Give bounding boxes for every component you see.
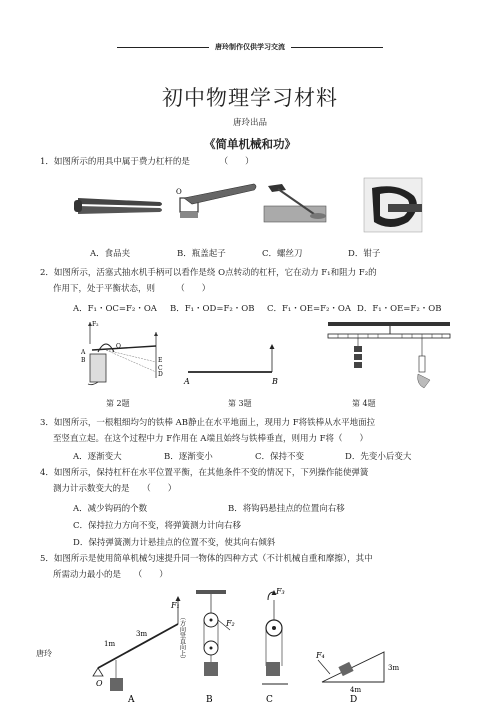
header-rule-right [291,47,383,48]
q2-option-b: B．F₁・OD=F₂・OB [170,304,255,314]
q5-a-3m-label: 3m [136,630,148,638]
q3-stem-line2: 至竖直立起。在这个过程中力 F作用在 A端且始终与铁棒垂直，则用力 F将（ ） [53,434,369,444]
q2-option-d: D．F₁・OE=F₂・OB [357,304,442,314]
pump-figure [78,318,168,388]
q4-stem-line1: 4．如图所示，保持杠杆在水平位置平衡，在其他条件不变的情况下，下列操作能使弹簧 [40,468,369,478]
q5-a-f1-label: F₁ [171,601,180,610]
pump-c-label: C [158,365,163,372]
q4-option-c: C．保持拉力方向不变，将弹簧测力计向右移 [73,521,242,531]
q3-option-a: A．逐渐变大 [73,452,122,462]
q2-stem-line1: 2．如图所示，活塞式抽水机手柄可以看作是绕 O点转动的杠杆，它在动力 F₁和阻力 F₂的 [40,268,377,278]
q5-a-o-label: O [96,679,103,688]
q5-stem-line1: 5．如图所示是使用简单机械匀速提升同一物体的四种方式（不计机械自重和摩擦），其中 [40,554,373,564]
q5-fig-a [93,596,186,705]
q2-option-a: A．F₁・OC=F₂・OA [73,304,157,314]
bottle-opener-figure [176,184,256,218]
q4-option-b: B．将钩码悬挂点的位置向右移 [228,504,345,514]
fig3-caption: 第 3题 [228,399,252,408]
q5-d-f4-label: F₄ [316,651,325,660]
q3-option-c: C．保持不变 [255,452,305,462]
pump-a-label: A [81,349,86,356]
pliers-figure [364,178,422,232]
q5-fig-d-letter: D [350,695,358,705]
q1-option-a: A．食品夹 [90,249,131,259]
q1-option-c: C．螺丝刀 [262,249,303,259]
q3-stem-line1: 3．如图所示，一根粗细均匀的铁棒 AB静止在水平地面上，现用力 F将铁棒从水平地面拉 [40,418,376,428]
chapter-title: 《简单机械和功》 [204,137,296,151]
q5-fig-b-letter: B [206,695,213,705]
q4-option-d: D．保持弹簧测力计悬挂点的位置不变，使其向右倾斜 [73,538,276,548]
pump-f2-label: F₂ [92,321,99,328]
header-text: 唐玲制作仅供学习交流 [215,42,285,51]
pump-d-label: D [158,371,163,378]
q1-option-d: D．钳子 [348,249,381,259]
author: 唐玲出品 [232,118,267,128]
q5-fig-d [315,651,399,705]
q2-stem-line2: 作用下，处于平衡状态，则 （ ） [53,284,211,294]
fig4-caption: 第 4题 [352,399,376,408]
watermark-text: 唐玲 [36,649,52,658]
q4-option-a: A．减少钩码的个数 [73,504,148,514]
lever-figure [326,322,454,390]
q1-stem: 1．如图所示的用具中属于费力杠杆的是 （ ） [40,157,254,167]
rod-a-label: A [184,377,190,386]
q5-b-f2-label: F₂ [226,619,235,628]
q5-figures [92,586,472,706]
q3-option-b: B．逐渐变小 [164,452,213,462]
q2-option-c: C．F₁・OE=F₂・OA [267,304,352,314]
q3-option-d: D．先变小后变大 [345,452,412,462]
q5-fig-c [262,587,288,705]
pump-o-label: O [116,343,121,350]
screwdriver-figure [264,184,326,222]
q4-stem-line2: 测力计示数变大的是 （ ） [53,484,177,494]
pump-e-label: E [158,357,163,364]
page-header [0,42,500,52]
q5-a-1m-label: 1m [104,640,116,648]
food-tongs-figure [74,198,162,214]
rod-b-label: B [272,377,278,386]
pump-b-label: B [81,357,86,364]
q5-a-direction-note: （方向竖直向上） [178,614,186,662]
q5-fig-a-letter: A [128,695,135,705]
fig2-caption: 第 2题 [106,399,130,408]
q5-c-f3-label: F₃ [276,587,285,596]
fulcrum-label: O [176,188,182,196]
q5-d-4m-label: 4m [350,686,362,694]
q1-option-b: B．瓶盖起子 [177,249,226,259]
rod-figure [180,340,280,390]
q5-fig-b [196,590,235,705]
q5-stem-line2: 所需动力最小的是 （ ） [53,570,168,580]
q5-d-3m-label: 3m [388,664,400,672]
q1-figures [68,176,468,238]
q5-fig-c-letter: C [266,695,273,705]
header-rule-left [117,47,209,48]
page-title: 初中物理学习材料 [162,86,338,110]
